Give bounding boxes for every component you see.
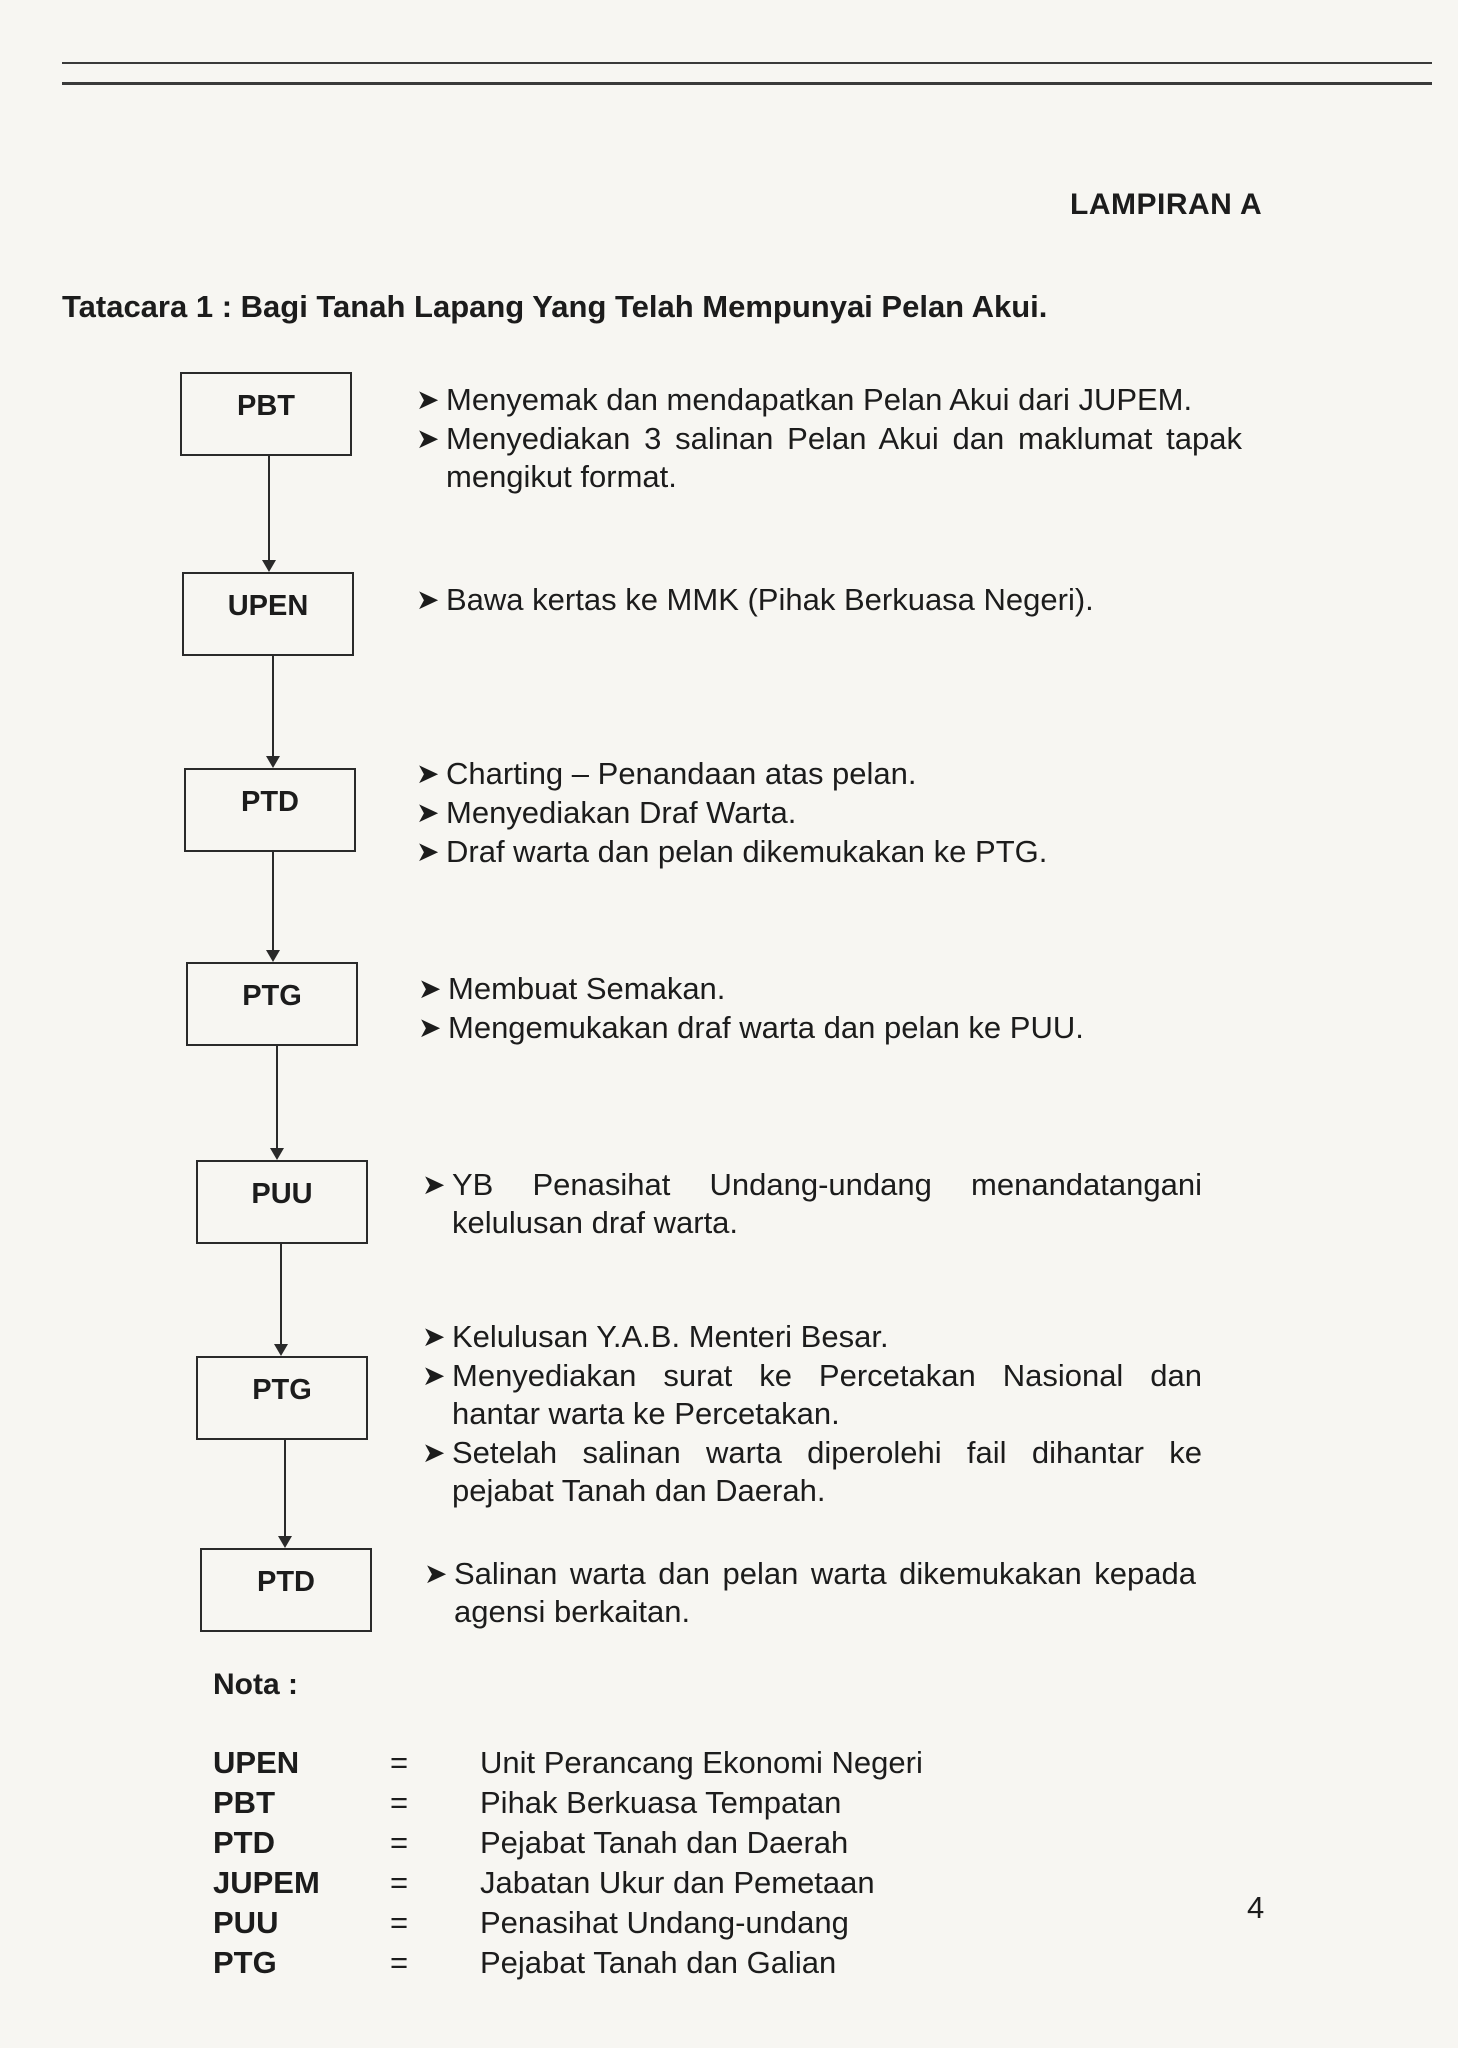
annex-label: LAMPIRAN A [1070, 188, 1263, 221]
flow-box-ptg-2 [196, 1356, 368, 1440]
step-description-upen [416, 581, 1236, 619]
bullet-arrow-icon: ➤ [422, 1360, 446, 1391]
flow-box-label: PTG [252, 1374, 312, 1406]
step-item: ➤ Menyemak dan mendapatkan Pelan Akui dari JUPEM. [416, 382, 1193, 417]
bullet-arrow-icon: ➤ [416, 423, 440, 454]
step-item: ➤ Kelulusan Y.A.B. Menteri Besar. [422, 1319, 889, 1354]
page-number: 4 [1247, 1890, 1265, 1925]
flow-box-upen [182, 572, 354, 656]
step-item: ➤ Charting – Penandaan atas pelan. [416, 756, 917, 791]
header-rule-bottom [62, 82, 1432, 85]
bullet-arrow-icon: ➤ [424, 1558, 448, 1589]
flow-box-pbt [180, 372, 352, 456]
bullet-arrow-icon: ➤ [422, 1437, 446, 1468]
bullet-arrow-icon: ➤ [416, 758, 440, 789]
flow-box-label: PTD [241, 786, 299, 818]
connector-arrowhead [278, 1536, 292, 1548]
step-item: ➤ Membuat Semakan. [418, 971, 726, 1006]
step-item: ➤ Menyediakan Draf Warta. [416, 795, 797, 830]
flow-box-label: PTD [257, 1566, 315, 1598]
step-description-ptg-2 [422, 1318, 1202, 1510]
flow-box-ptg [186, 962, 358, 1046]
legend-abbr: JUPEM [213, 1865, 320, 1900]
step-description-puu [422, 1166, 1202, 1242]
bullet-arrow-icon: ➤ [418, 1012, 442, 1043]
flow-box-label: PUU [251, 1178, 313, 1210]
legend-equals: = [390, 1905, 409, 1940]
legend-definition: Jabatan Ukur dan Pemetaan [480, 1865, 875, 1900]
legend-abbr: PTG [213, 1945, 277, 1980]
connector-arrowhead [266, 950, 280, 962]
connector-arrowhead [274, 1344, 288, 1356]
bullet-arrow-icon: ➤ [416, 384, 440, 415]
flow-box-label: PBT [237, 390, 295, 422]
connector-line [280, 1244, 282, 1344]
step-description-ptd-2 [424, 1555, 1196, 1631]
step-description-ptg [418, 970, 1238, 1047]
legend-definition: Unit Perancang Ekonomi Negeri [480, 1745, 923, 1780]
bullet-arrow-icon: ➤ [416, 836, 440, 867]
legend-abbr: PBT [213, 1785, 275, 1820]
flow-box-label: UPEN [227, 590, 309, 622]
bullet-arrow-icon: ➤ [422, 1169, 446, 1200]
step-item: ➤ YB Penasihat Undang-undang menandatangani kelulusan draf warta. [422, 1167, 1202, 1240]
legend-equals: = [390, 1785, 409, 1820]
procedure-title: Tatacara 1 : Bagi Tanah Lapang Yang Telah Mempunyai Pelan Akui. [62, 289, 1048, 324]
bullet-arrow-icon: ➤ [416, 797, 440, 828]
legend-abbr: PTD [213, 1825, 275, 1860]
bullet-arrow-icon: ➤ [416, 584, 440, 615]
legend-equals: = [390, 1745, 409, 1780]
step-item: ➤ Setelah salinan warta diperolehi fail dihantar ke pejabat Tanah dan Daerah. [422, 1435, 1202, 1508]
step-item: ➤ Salinan warta dan pelan warta dikemukakan kepada agensi berkaitan. [424, 1556, 1196, 1629]
step-description-pbt [416, 381, 1242, 496]
step-item: ➤ Draf warta dan pelan dikemukakan ke PTG. [416, 834, 1048, 869]
step-item: ➤ Menyediakan 3 salinan Pelan Akui dan maklumat tapak mengikut format. [416, 421, 1242, 494]
bullet-arrow-icon: ➤ [422, 1321, 446, 1352]
legend-definition: Pejabat Tanah dan Galian [480, 1945, 837, 1980]
nota-label: Nota : [213, 1668, 298, 1701]
connector-arrowhead [270, 1148, 284, 1160]
step-description-ptd [416, 755, 1236, 871]
connector-line [284, 1440, 286, 1536]
header-rule-top [62, 62, 1432, 64]
flow-box-ptd-2 [200, 1548, 372, 1632]
step-item: ➤ Bawa kertas ke MMK (Pihak Berkuasa Negeri). [416, 582, 1094, 617]
legend-definition: Pejabat Tanah dan Daerah [480, 1825, 849, 1860]
bullet-arrow-icon: ➤ [418, 973, 442, 1004]
legend-definition: Penasihat Undang-undang [480, 1905, 849, 1940]
connector-arrowhead [266, 756, 280, 768]
connector-arrowhead [262, 560, 276, 572]
step-item: ➤ Mengemukakan draf warta dan pelan ke PUU. [418, 1010, 1084, 1045]
legend-equals: = [390, 1865, 409, 1900]
legend-equals: = [390, 1945, 409, 1980]
legend-equals: = [390, 1825, 409, 1860]
step-item: ➤ Menyediakan surat ke Percetakan Nasional dan hantar warta ke Percetakan. [422, 1358, 1202, 1431]
legend-abbr: PUU [213, 1905, 279, 1940]
flow-box-ptd [184, 768, 356, 852]
legend-abbr: UPEN [213, 1745, 300, 1780]
legend-definition: Pihak Berkuasa Tempatan [480, 1785, 842, 1820]
connector-line [272, 656, 274, 756]
flow-box-puu [196, 1160, 368, 1244]
connector-line [276, 1046, 278, 1148]
connector-line [268, 456, 270, 560]
connector-line [272, 852, 274, 950]
flow-box-label: PTG [242, 980, 302, 1012]
